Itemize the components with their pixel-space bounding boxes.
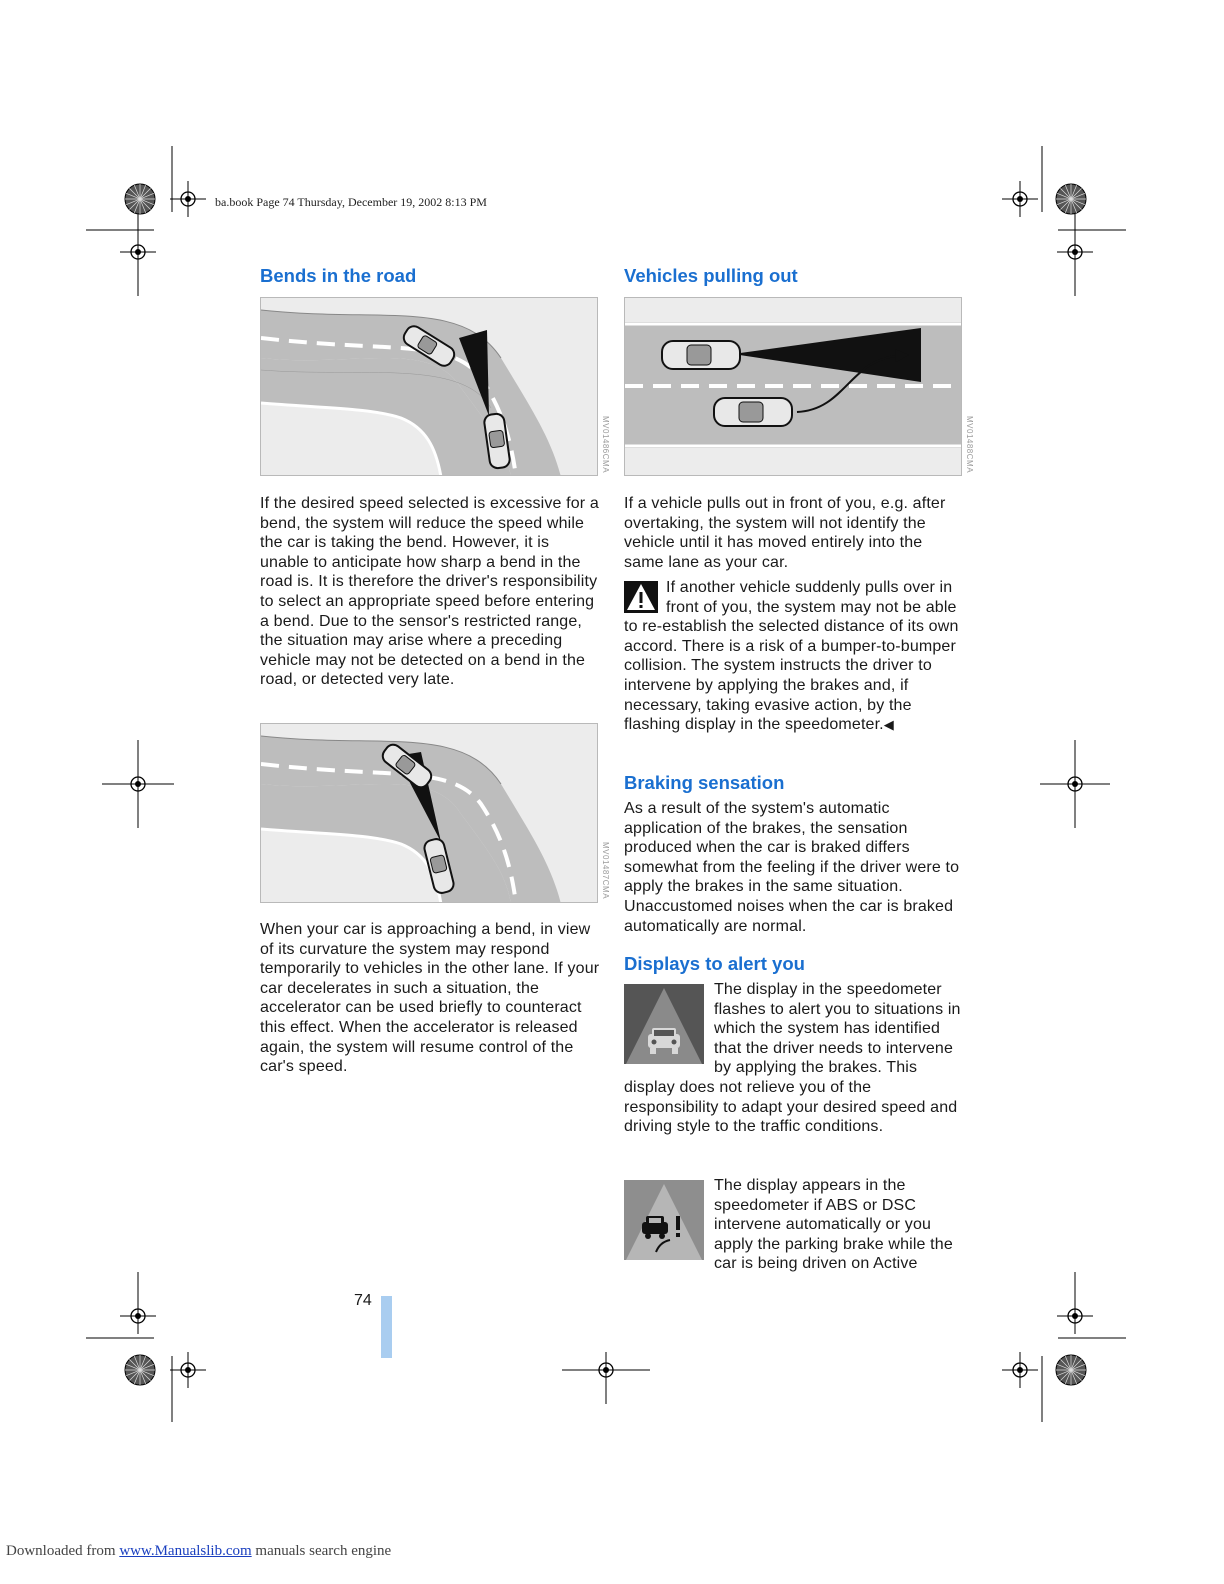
paragraph-text: If a vehicle pulls out in front of you, e.g. after overtaking, the system will not identify the vehicle until it has moved entirely into the same lane as your car. xyxy=(624,495,946,571)
figure-bend-preceding-car xyxy=(260,297,598,476)
heading-braking-sensation: Braking sensation xyxy=(624,772,785,793)
paragraph-text: As a result of the system's automatic application of the brakes, the sensation produced when the car is braked differs somewhat from the feeling if the driver were to apply the brakes in the same situation. Unaccustomed noises when the car is braked automatically are normal. xyxy=(624,800,960,935)
displays-paragraph-1 xyxy=(624,980,964,1137)
warning-text: If another vehicle suddenly pulls over in front of you, the system may not be able to re-establish the selected distance of its own accord. There is a risk of a bumper-to-bumper collision. The system instructs the driver to intervene by applying the brakes and, if necessary, taking evasive action, by the flashing display in the speedometer. xyxy=(624,579,959,734)
car-icon xyxy=(714,398,792,426)
bend-diagram-1 xyxy=(261,298,598,476)
paragraph-text: The display appears in the speedometer if ABS or DSC intervene automatically or you apply the parking brake while the car is being driven on Active xyxy=(714,1177,953,1273)
car-warning-icon xyxy=(624,984,704,1064)
collision-warning-display-icon xyxy=(624,984,704,1064)
figure-code: MV01486CMA xyxy=(601,416,610,474)
paragraph-text: If the desired speed selected is excessive for a bend, the system will reduce the speed while the car is taking the bend. However, it is unable to anticipate how sharp a bend in the road is. It is therefore the driver's responsibility to select an appropriate speed before entering a bend. Due to the sensor's restricted range, the situation may arise where a preceding vehicle may not be detected on a bend in the road, or detected very late. xyxy=(260,495,599,689)
manualslib-link[interactable]: www.Manualslib.com xyxy=(119,1543,252,1559)
pulling-out-diagram xyxy=(625,298,962,476)
pulling-out-paragraph xyxy=(624,494,964,572)
car-icon xyxy=(662,341,740,369)
book-header-info: ba.book Page 74 Thursday, December 19, 2002 8:13 PM xyxy=(215,195,487,209)
page-number: 74 xyxy=(354,1292,372,1309)
heading-bends-in-the-road: Bends in the road xyxy=(260,265,417,286)
brake-warning-icon xyxy=(624,1180,704,1260)
warning-triangle-icon xyxy=(624,581,658,613)
bend-diagram-2 xyxy=(261,724,598,903)
bends-paragraph-1 xyxy=(260,494,600,690)
paragraph-text: When your car is approaching a bend, in view of its curvature the system may respond temporarily to vehicles in the other lane. If your car decelerates in such a situation, the accelerator can be used briefly to counteract this effect. When the accelerator is released again, the system will resume control of the car's speed. xyxy=(260,921,600,1076)
brake-warning-display-icon xyxy=(624,1180,704,1260)
page-edge-tab xyxy=(381,1296,392,1358)
footer-suffix: manuals search engine xyxy=(255,1543,392,1559)
figure-code: MV01487CMA xyxy=(601,842,610,900)
figure-bend-other-lane xyxy=(260,723,598,903)
figure-code: MV01488CMA xyxy=(965,416,974,474)
footer-prefix: Downloaded from xyxy=(6,1543,116,1559)
heading-vehicles-pulling-out: Vehicles pulling out xyxy=(624,265,798,286)
paragraph-text: The display in the speedometer flashes to alert you to situations in which the system has identified that the driver needs to intervene by applying the brakes. This display does not relieve you of the responsibility to adapt your desired speed and driving style to the traffic conditions. xyxy=(624,981,961,1136)
warning-note xyxy=(624,578,964,735)
figure-vehicle-pulling-out xyxy=(624,297,962,476)
bends-paragraph-2 xyxy=(260,920,600,1077)
download-footer xyxy=(6,1543,391,1560)
braking-paragraph xyxy=(624,799,964,936)
displays-paragraph-2 xyxy=(624,1176,964,1274)
end-mark-icon: ◀ xyxy=(883,717,894,733)
heading-displays-to-alert-you: Displays to alert you xyxy=(624,953,805,974)
